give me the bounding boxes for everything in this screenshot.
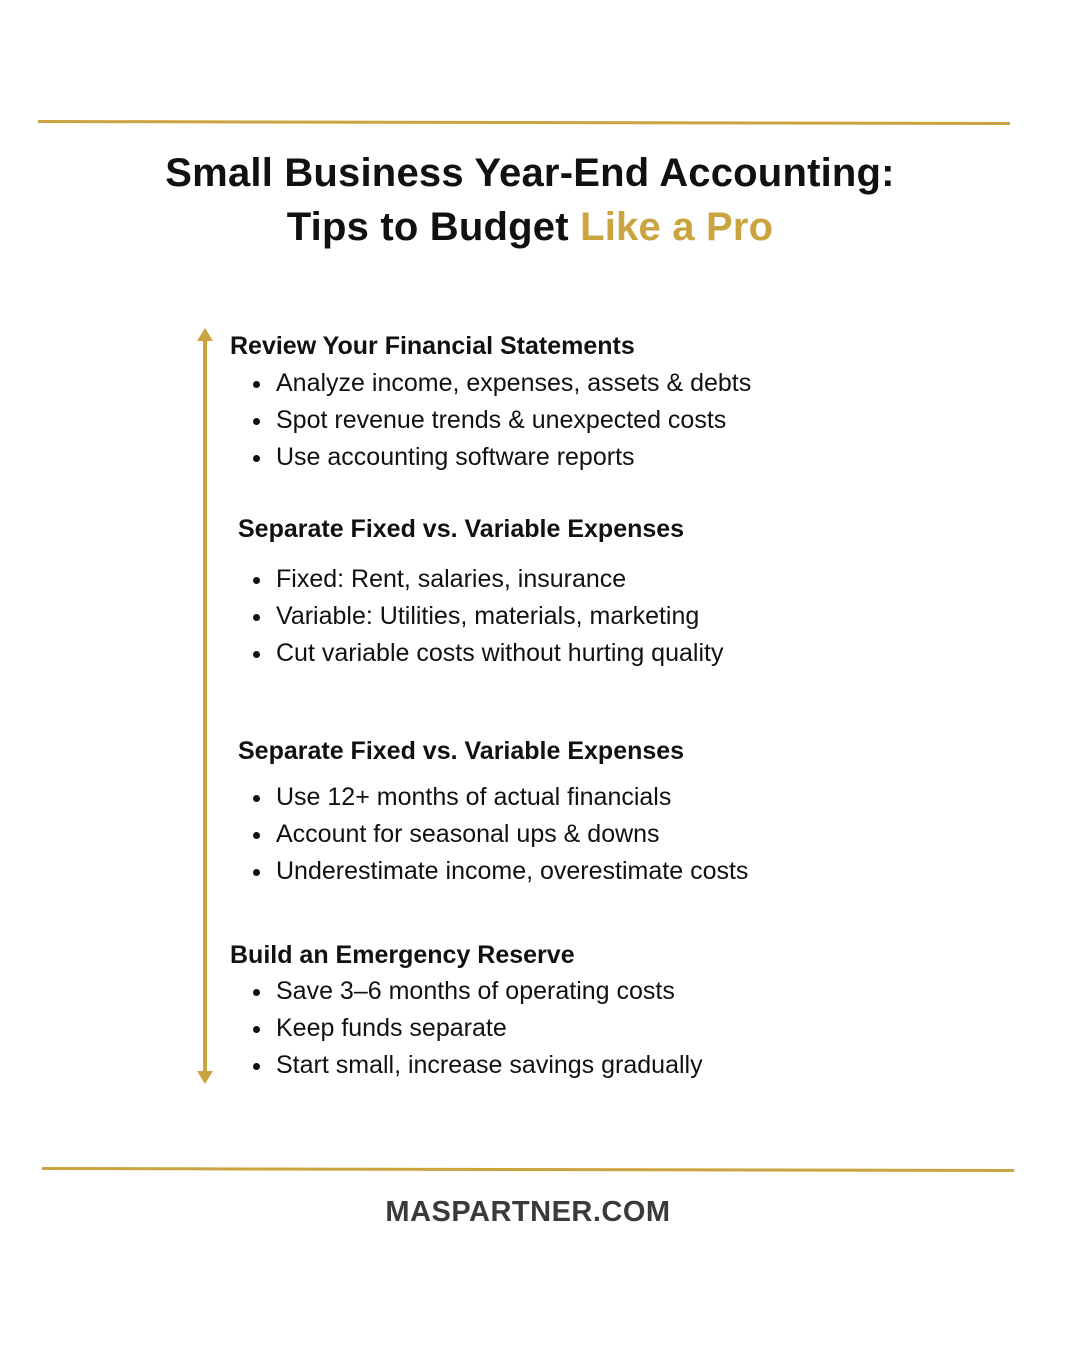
title-line-1: Small Business Year-End Accounting: xyxy=(165,151,895,195)
list-item: Fixed: Rent, salaries, insurance xyxy=(230,561,790,598)
section-title-review-statements: Review Your Financial Statements xyxy=(230,332,635,360)
title-line-2-prefix: Tips to Budget xyxy=(286,205,581,249)
list-item: Start small, increase savings gradually xyxy=(230,1047,790,1084)
list-item: Cut variable costs without hurting quality xyxy=(230,635,746,672)
list-item: Underestimate income, overestimate costs xyxy=(230,853,776,890)
section-list-forecast xyxy=(230,779,790,890)
vertical-arrow-line xyxy=(190,326,220,1088)
top-divider xyxy=(38,120,1010,125)
title-line-2-accent: Like a Pro xyxy=(580,205,774,249)
list-item: Analyze income, expenses, assets & debts xyxy=(230,365,790,402)
section-list-separate-expenses xyxy=(230,561,790,672)
section-title-separate-expenses: Separate Fixed vs. Variable Expenses xyxy=(238,515,685,543)
list-item: Spot revenue trends & unexpected costs xyxy=(230,402,790,439)
bottom-divider xyxy=(42,1167,1014,1172)
arrow-down-icon xyxy=(197,1071,213,1084)
list-item: Account for seasonal ups & downs xyxy=(230,816,790,853)
list-item: Use accounting software reports xyxy=(230,439,790,476)
section-list-review-statements xyxy=(230,365,790,476)
list-item: Keep funds separate xyxy=(230,1010,790,1047)
list-item: Save 3–6 months of operating costs xyxy=(230,973,790,1010)
section-title-emergency-reserve: Build an Emergency Reserve xyxy=(230,941,575,969)
page-title xyxy=(0,146,1060,254)
website-footer: MASPARTNER.COM xyxy=(385,1196,671,1228)
section-title-separate-expenses-2: Separate Fixed vs. Variable Expenses xyxy=(238,737,685,765)
section-list-emergency-reserve xyxy=(230,973,790,1084)
list-item: Use 12+ months of actual financials xyxy=(230,779,790,816)
list-item: Variable: Utilities, materials, marketing xyxy=(230,598,790,635)
arrow-up-icon xyxy=(197,328,213,341)
